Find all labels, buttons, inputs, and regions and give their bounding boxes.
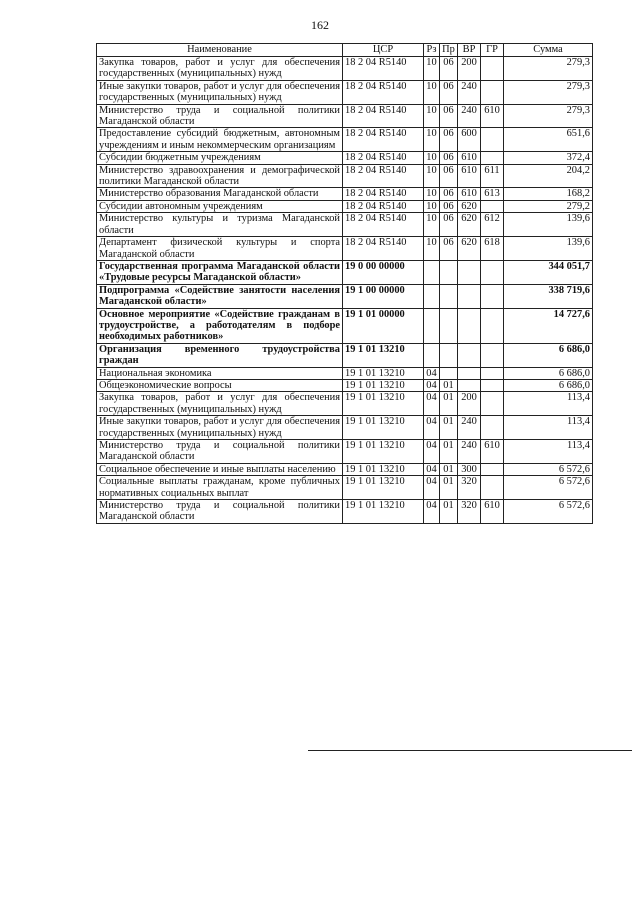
row-pr: 06 <box>440 104 458 128</box>
row-pr <box>440 284 458 308</box>
row-csr: 18 2 04 R5140 <box>343 152 424 164</box>
row-vr: 200 <box>458 392 481 416</box>
row-csr: 19 1 01 13210 <box>343 440 424 464</box>
row-name: Министерство труда и социальной политики Магаданской области <box>97 500 343 524</box>
row-name: Департамент физической культуры и спорта Магаданской области <box>97 237 343 261</box>
row-name: Социальное обеспечение и иные выплаты населению <box>97 463 343 475</box>
row-pr: 06 <box>440 57 458 81</box>
row-name: Министерство здравоохранения и демографической политики Магаданской области <box>97 164 343 188</box>
row-rz: 04 <box>424 440 440 464</box>
page-number: 162 <box>311 18 329 32</box>
row-vr <box>458 284 481 308</box>
budget-table <box>96 43 593 524</box>
row-rz: 10 <box>424 200 440 212</box>
row-vr: 300 <box>458 463 481 475</box>
row-pr: 01 <box>440 392 458 416</box>
header-pr: Пр <box>440 44 458 57</box>
row-pr: 01 <box>440 440 458 464</box>
row-pr <box>440 260 458 284</box>
row-rz: 04 <box>424 392 440 416</box>
row-csr: 19 1 01 13210 <box>343 500 424 524</box>
row-name: Иные закупки товаров, работ и услуг для обеспечения государственных (муниципальных) нужд <box>97 416 343 440</box>
row-csr: 18 2 04 R5140 <box>343 213 424 237</box>
row-pr <box>440 343 458 367</box>
row-gr: 610 <box>481 440 504 464</box>
row-sum: 344 051,7 <box>504 260 593 284</box>
row-gr: 610 <box>481 104 504 128</box>
row-csr: 19 1 00 00000 <box>343 284 424 308</box>
row-sum: 113,4 <box>504 392 593 416</box>
row-sum: 6 572,6 <box>504 500 593 524</box>
table-row <box>97 284 593 308</box>
row-rz: 04 <box>424 416 440 440</box>
table-header <box>97 44 593 57</box>
row-gr <box>481 416 504 440</box>
row-name: Организация временного трудоустройства граждан <box>97 343 343 367</box>
row-rz: 10 <box>424 80 440 104</box>
table-row <box>97 367 593 379</box>
row-csr: 18 2 04 R5140 <box>343 104 424 128</box>
row-gr <box>481 152 504 164</box>
table-row <box>97 343 593 367</box>
row-vr: 240 <box>458 416 481 440</box>
row-csr: 18 2 04 R5140 <box>343 200 424 212</box>
row-gr <box>481 260 504 284</box>
table-row <box>97 152 593 164</box>
row-csr: 18 2 04 R5140 <box>343 57 424 81</box>
row-name: Общеэкономические вопросы <box>97 379 343 391</box>
row-pr: 06 <box>440 200 458 212</box>
row-name: Закупка товаров, работ и услуг для обеспечения государственных (муниципальных) нужд <box>97 392 343 416</box>
row-gr <box>481 128 504 152</box>
row-pr <box>440 367 458 379</box>
row-gr <box>481 57 504 81</box>
row-pr: 06 <box>440 237 458 261</box>
row-sum: 6 686,0 <box>504 379 593 391</box>
row-gr <box>481 200 504 212</box>
row-rz <box>424 260 440 284</box>
header-vr: ВР <box>458 44 481 57</box>
row-sum: 6 572,6 <box>504 476 593 500</box>
row-vr <box>458 308 481 343</box>
row-csr: 19 1 01 13210 <box>343 379 424 391</box>
row-sum: 168,2 <box>504 188 593 200</box>
row-name: Государственная программа Магаданской области «Трудовые ресурсы Магаданской области» <box>97 260 343 284</box>
table-row <box>97 416 593 440</box>
row-name: Министерство труда и социальной политики Магаданской области <box>97 104 343 128</box>
row-gr <box>481 463 504 475</box>
table-row <box>97 260 593 284</box>
row-sum: 279,2 <box>504 200 593 212</box>
header-csr: ЦСР <box>343 44 424 57</box>
table-row <box>97 164 593 188</box>
table-row <box>97 57 593 81</box>
row-vr: 320 <box>458 476 481 500</box>
row-vr <box>458 379 481 391</box>
row-gr <box>481 392 504 416</box>
row-name: Министерство образования Магаданской области <box>97 188 343 200</box>
row-sum: 139,6 <box>504 237 593 261</box>
row-vr <box>458 260 481 284</box>
row-rz: 10 <box>424 164 440 188</box>
row-gr <box>481 343 504 367</box>
row-vr: 240 <box>458 80 481 104</box>
row-sum: 279,3 <box>504 104 593 128</box>
row-rz <box>424 284 440 308</box>
row-rz: 04 <box>424 367 440 379</box>
row-name: Министерство культуры и туризма Магаданской области <box>97 213 343 237</box>
row-sum: 279,3 <box>504 57 593 81</box>
row-gr: 618 <box>481 237 504 261</box>
row-gr <box>481 80 504 104</box>
row-name: Национальная экономика <box>97 367 343 379</box>
row-vr: 240 <box>458 104 481 128</box>
row-rz: 10 <box>424 104 440 128</box>
row-gr <box>481 379 504 391</box>
row-sum: 6 686,0 <box>504 367 593 379</box>
table-row <box>97 463 593 475</box>
table-row <box>97 128 593 152</box>
row-rz: 10 <box>424 152 440 164</box>
row-gr <box>481 367 504 379</box>
table-row <box>97 104 593 128</box>
row-pr: 06 <box>440 152 458 164</box>
row-gr: 610 <box>481 500 504 524</box>
row-csr: 19 1 01 13210 <box>343 392 424 416</box>
row-gr <box>481 476 504 500</box>
row-name: Основное мероприятие «Содействие гражданам в трудоустройстве, а работодателям в подборе необходимых работников» <box>97 308 343 343</box>
row-sum: 279,3 <box>504 80 593 104</box>
row-name: Министерство труда и социальной политики Магаданской области <box>97 440 343 464</box>
header-sum: Сумма <box>504 44 593 57</box>
table-body <box>97 57 593 524</box>
table-row <box>97 237 593 261</box>
row-sum: 14 727,6 <box>504 308 593 343</box>
row-pr: 01 <box>440 500 458 524</box>
row-name: Подпрограмма «Содействие занятости населения Магаданской области» <box>97 284 343 308</box>
row-vr: 320 <box>458 500 481 524</box>
row-vr: 600 <box>458 128 481 152</box>
table-row <box>97 188 593 200</box>
table-row <box>97 379 593 391</box>
row-vr <box>458 343 481 367</box>
row-rz: 04 <box>424 500 440 524</box>
row-rz: 10 <box>424 57 440 81</box>
row-sum: 6 686,0 <box>504 343 593 367</box>
row-pr: 06 <box>440 188 458 200</box>
row-vr: 240 <box>458 440 481 464</box>
table-row <box>97 308 593 343</box>
row-vr: 620 <box>458 213 481 237</box>
row-rz: 10 <box>424 188 440 200</box>
row-vr: 620 <box>458 200 481 212</box>
row-name: Предоставление субсидий бюджетным, автономным учреждениям и иным некоммерческим организациям <box>97 128 343 152</box>
row-name: Субсидии бюджетным учреждениям <box>97 152 343 164</box>
row-csr: 19 1 01 13210 <box>343 476 424 500</box>
table-row <box>97 213 593 237</box>
row-vr: 610 <box>458 188 481 200</box>
row-gr <box>481 284 504 308</box>
row-gr: 612 <box>481 213 504 237</box>
header-gr: ГР <box>481 44 504 57</box>
row-name: Закупка товаров, работ и услуг для обеспечения государственных (муниципальных) нужд <box>97 57 343 81</box>
row-pr: 06 <box>440 164 458 188</box>
table-row <box>97 500 593 524</box>
row-sum: 651,6 <box>504 128 593 152</box>
row-pr <box>440 308 458 343</box>
row-rz <box>424 308 440 343</box>
table-row <box>97 476 593 500</box>
row-pr: 06 <box>440 80 458 104</box>
row-rz: 04 <box>424 476 440 500</box>
row-vr: 610 <box>458 152 481 164</box>
row-sum: 338 719,6 <box>504 284 593 308</box>
row-sum: 113,4 <box>504 440 593 464</box>
header-name: Наименование <box>97 44 343 57</box>
row-vr: 610 <box>458 164 481 188</box>
row-vr: 620 <box>458 237 481 261</box>
row-pr: 01 <box>440 463 458 475</box>
table-row <box>97 80 593 104</box>
row-pr: 01 <box>440 416 458 440</box>
row-vr <box>458 367 481 379</box>
table-row <box>97 392 593 416</box>
row-rz <box>424 343 440 367</box>
row-rz: 10 <box>424 213 440 237</box>
row-csr: 18 2 04 R5140 <box>343 80 424 104</box>
row-csr: 19 1 01 00000 <box>343 308 424 343</box>
row-csr: 18 2 04 R5140 <box>343 188 424 200</box>
table-row <box>97 440 593 464</box>
row-csr: 19 1 01 13210 <box>343 416 424 440</box>
row-name: Иные закупки товаров, работ и услуг для обеспечения государственных (муниципальных) нужд <box>97 80 343 104</box>
header-rz: Рз <box>424 44 440 57</box>
row-gr: 613 <box>481 188 504 200</box>
row-sum: 139,6 <box>504 213 593 237</box>
row-sum: 6 572,6 <box>504 463 593 475</box>
row-csr: 19 1 01 13210 <box>343 367 424 379</box>
row-csr: 18 2 04 R5140 <box>343 164 424 188</box>
row-rz: 04 <box>424 379 440 391</box>
row-sum: 372,4 <box>504 152 593 164</box>
row-gr: 611 <box>481 164 504 188</box>
table-row <box>97 200 593 212</box>
row-pr: 06 <box>440 128 458 152</box>
row-vr: 200 <box>458 57 481 81</box>
signature-line <box>308 750 632 751</box>
row-gr <box>481 308 504 343</box>
row-csr: 18 2 04 R5140 <box>343 237 424 261</box>
row-rz: 10 <box>424 237 440 261</box>
row-csr: 19 1 01 13210 <box>343 343 424 367</box>
row-pr: 01 <box>440 476 458 500</box>
row-sum: 204,2 <box>504 164 593 188</box>
row-rz: 10 <box>424 128 440 152</box>
row-name: Социальные выплаты гражданам, кроме публичных нормативных социальных выплат <box>97 476 343 500</box>
row-csr: 18 2 04 R5140 <box>343 128 424 152</box>
row-pr: 06 <box>440 213 458 237</box>
row-csr: 19 1 01 13210 <box>343 463 424 475</box>
row-csr: 19 0 00 00000 <box>343 260 424 284</box>
row-pr: 01 <box>440 379 458 391</box>
row-rz: 04 <box>424 463 440 475</box>
row-sum: 113,4 <box>504 416 593 440</box>
row-name: Субсидии автономным учреждениям <box>97 200 343 212</box>
